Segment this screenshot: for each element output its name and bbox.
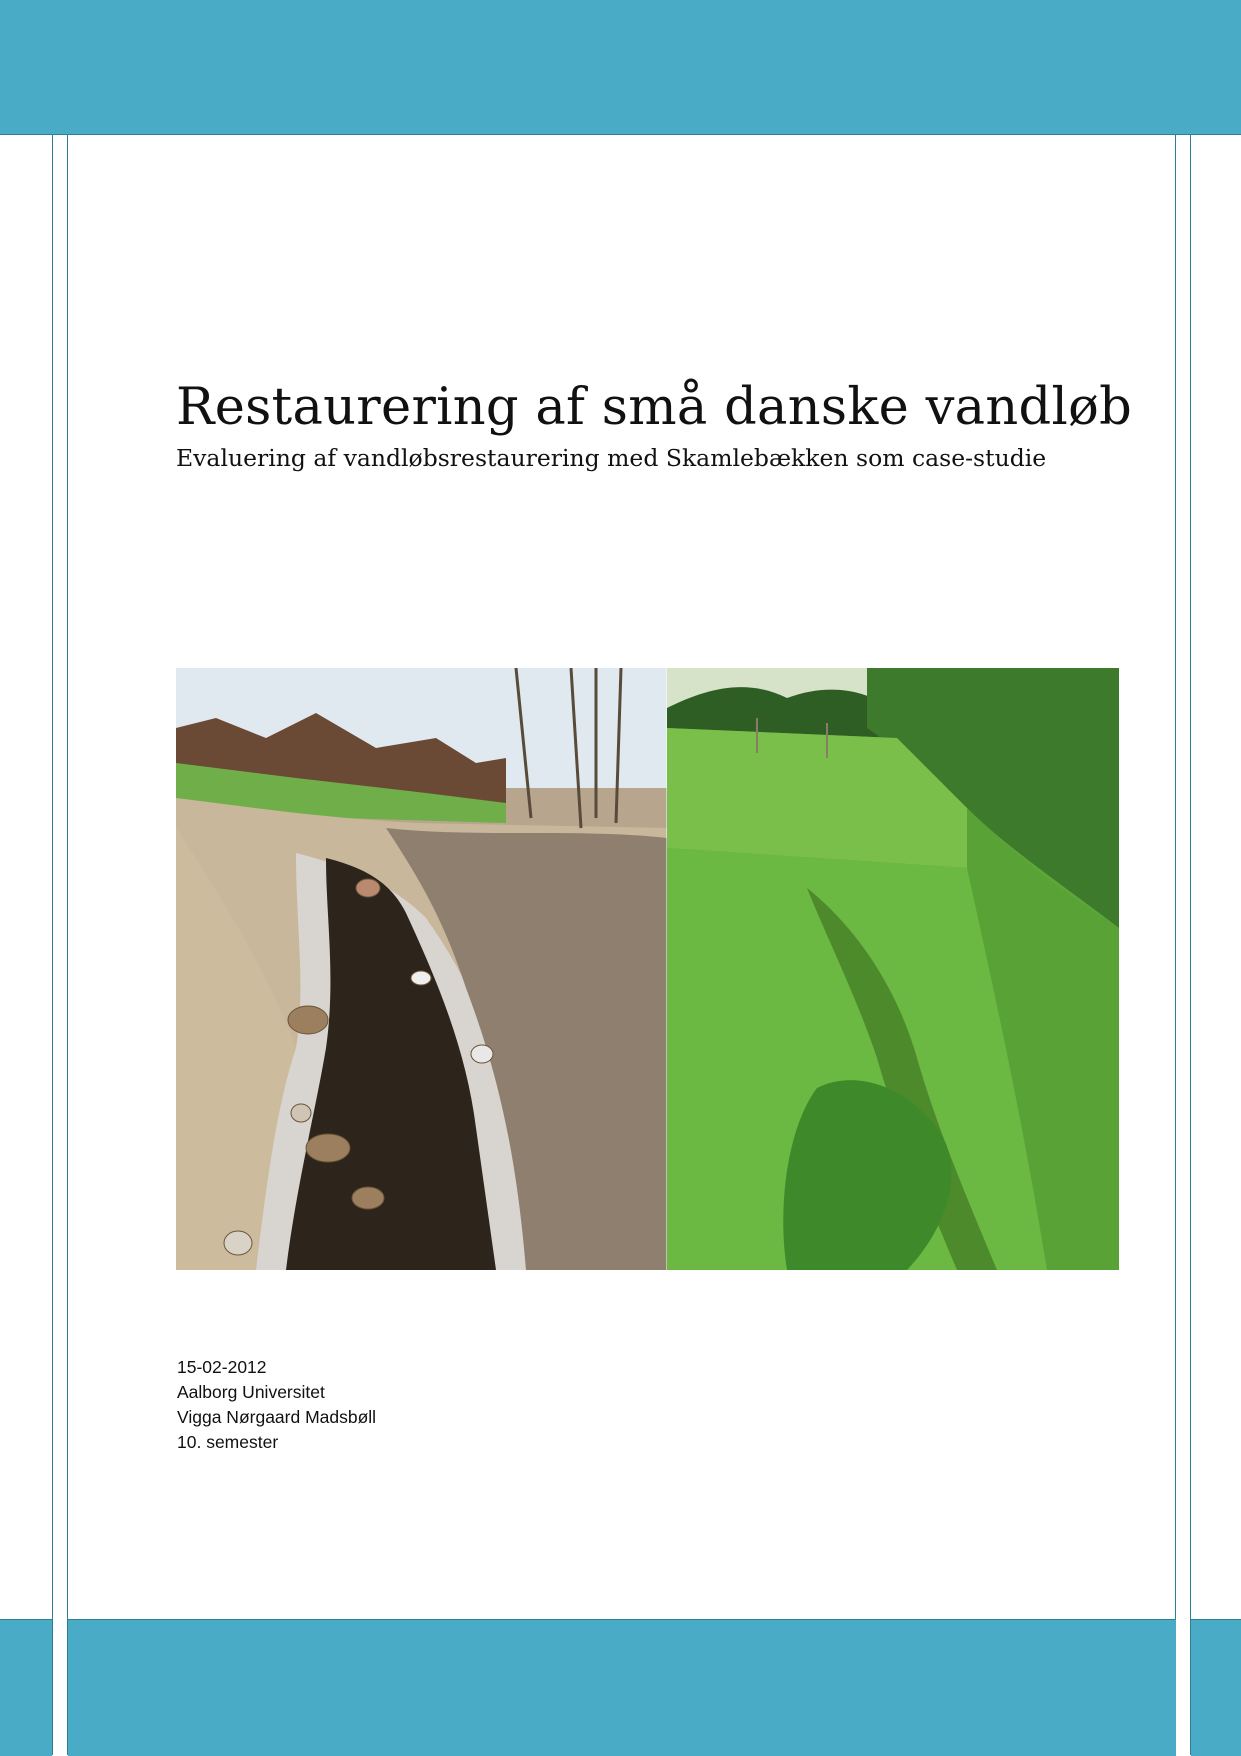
- stream-after-restoration-photo: [176, 668, 667, 1270]
- author-name: Vigga Nørgaard Madsbøll: [177, 1407, 377, 1427]
- document-title: Restaurering af små danske vandløb: [176, 378, 1133, 437]
- university-name: Aalborg Universitet: [177, 1382, 325, 1402]
- left-border-line-inner: [67, 134, 68, 1755]
- bottom-banner-right: [1191, 1619, 1241, 1756]
- left-border-line-outer: [52, 134, 53, 1755]
- document-meta-block: [177, 1355, 376, 1455]
- bottom-banner: [68, 1619, 1176, 1756]
- semester-label: 10. semester: [177, 1432, 279, 1452]
- overgrown-stream-photo: [667, 668, 1119, 1270]
- right-border-line-inner: [1175, 134, 1176, 1755]
- right-border-line-outer: [1190, 134, 1191, 1755]
- top-banner: [0, 0, 1241, 135]
- bottom-banner-left: [0, 1619, 52, 1756]
- document-date: 15-02-2012: [177, 1357, 267, 1377]
- document-subtitle: Evaluering af vandløbsrestaurering med Skamlebækken som case-studie: [176, 444, 1047, 472]
